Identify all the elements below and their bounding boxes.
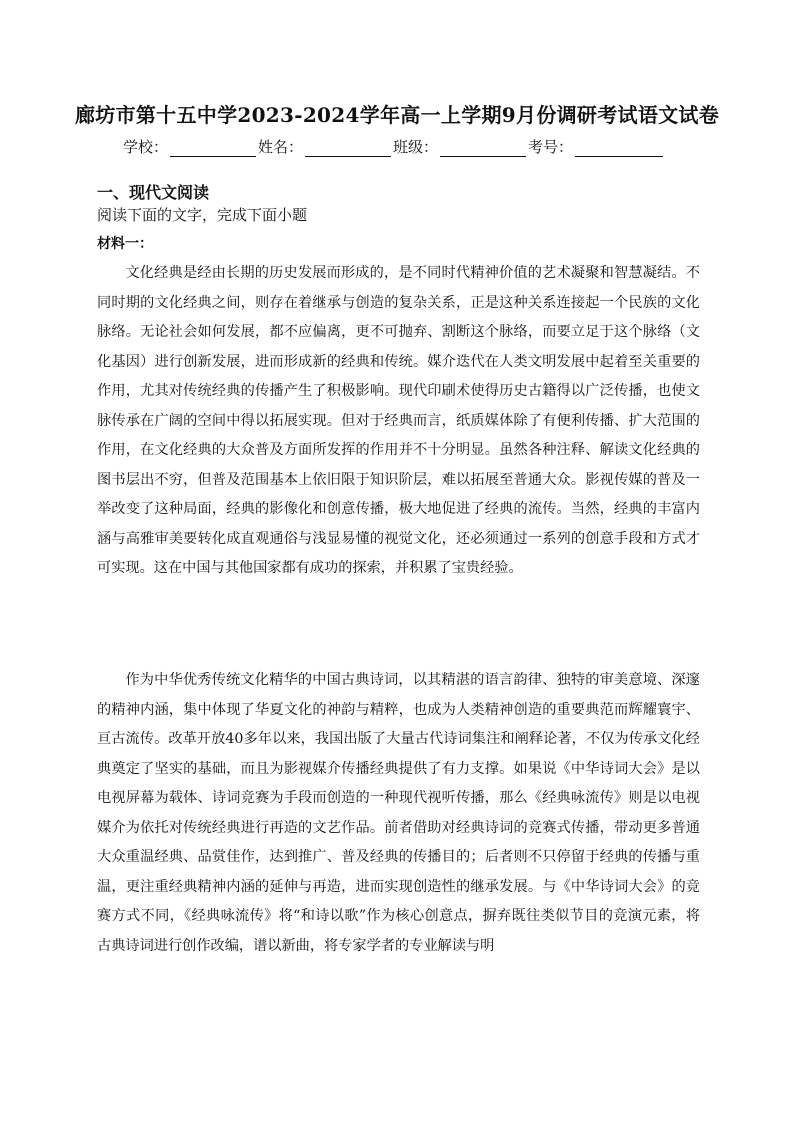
school-label: 学校：: [123, 138, 169, 156]
paragraph-1: 文化经典是经由长期的历史发展而形成的，是不同时代精神价值的艺术凝聚和智慧凝结。不同时期的文化经典之间，则存在着继承与创造的复杂关系，正是这种关系连接起一个民族的文化脉络。无论社会如何发展，都不应偏离，更不可抛弃、割断这个脉络，而要立足于这个脉络（文化基因）进行创新发展，进而形成新的经典和传统。媒介迭代在人类文明发展中起着至关重要的作用，尤其对传统经典的传播产生了积极影响。现代印刷术使得历史古籍得以广泛传播，也使文脉传承在广阔的空间中得以拓展实现。但对于经典而言，纸质媒体除了有便利传播、扩大范围的作用，在文化经典的大众普及方面所发挥的作用并不十分明显。虽然各种注释、解读文化经典的图书层出不穷，但普及范围基本上依旧限于知识阶层，难以拓展至普通大众。影视传媒的普及一举改变了这种局面，经典的影像化和创意传播，极大地促进了经典的流传。当然，经典的丰富内涵与高雅审美要转化成直观通俗与浅显易懂的视觉文化，还必须通过一系列的创意手段和方式才可实现。这在中国与其他国家都有成功的探索，并积累了宝贵经验。: [97, 265, 700, 576]
name-blank[interactable]: [305, 138, 391, 157]
class-label: 班级：: [393, 138, 439, 156]
name-label: 姓名：: [258, 138, 304, 156]
student-info-line: [123, 135, 665, 157]
class-blank[interactable]: [440, 138, 526, 157]
section-heading: 一、现代文阅读: [97, 183, 210, 202]
school-blank[interactable]: [170, 138, 256, 157]
paragraph-2: 作为中华优秀传统文化精华的中国古典诗词，以其精湛的语言韵律、独特的审美意境、深邃的精神内涵，集中体现了华夏文化的神韵与精粹，也成为人类精神创造的重要典范而辉耀寰宇、亘古流传。改革开放40多年以来，我国出版了大量古代诗词集注和阐释论著，不仅为传承文化经典奠定了坚实的基础，而且为影视媒介传播经典提供了有力支撑。如果说《中华诗词大会》是以电视屏幕为载体、诗词竞赛为手段而创造的一种现代视听传播，那么《经典咏流传》则是以电视媒介为依托对传统经典进行再造的文艺作品。前者借助对经典诗词的竞赛式传播，带动更多普通大众重温经典、品赏佳作，达到推广、普及经典的传播目的；后者则不只停留于经典的传播与重温，更注重经典精神内涵的延伸与再造，进而实现创造性的继承发展。与《中华诗词大会》的竞赛方式不同，《经典咏流传》将“和诗以歌”作为核心创意点，摒弃既往类似节目的竞演元素，将古典诗词进行创作改编，谱以新曲，将专家学者的专业解读与明: [97, 672, 700, 954]
page-title: 廊坊市第十五中学2023-2024学年高一上学期9月份调研考试语文试卷: [74, 103, 720, 127]
exam-number-label: 考号：: [528, 138, 574, 156]
material-label: 材料一：: [97, 236, 153, 252]
reading-instruction: 阅读下面的文字，完成下面小题: [97, 206, 308, 224]
exam-number-blank[interactable]: [575, 138, 663, 157]
